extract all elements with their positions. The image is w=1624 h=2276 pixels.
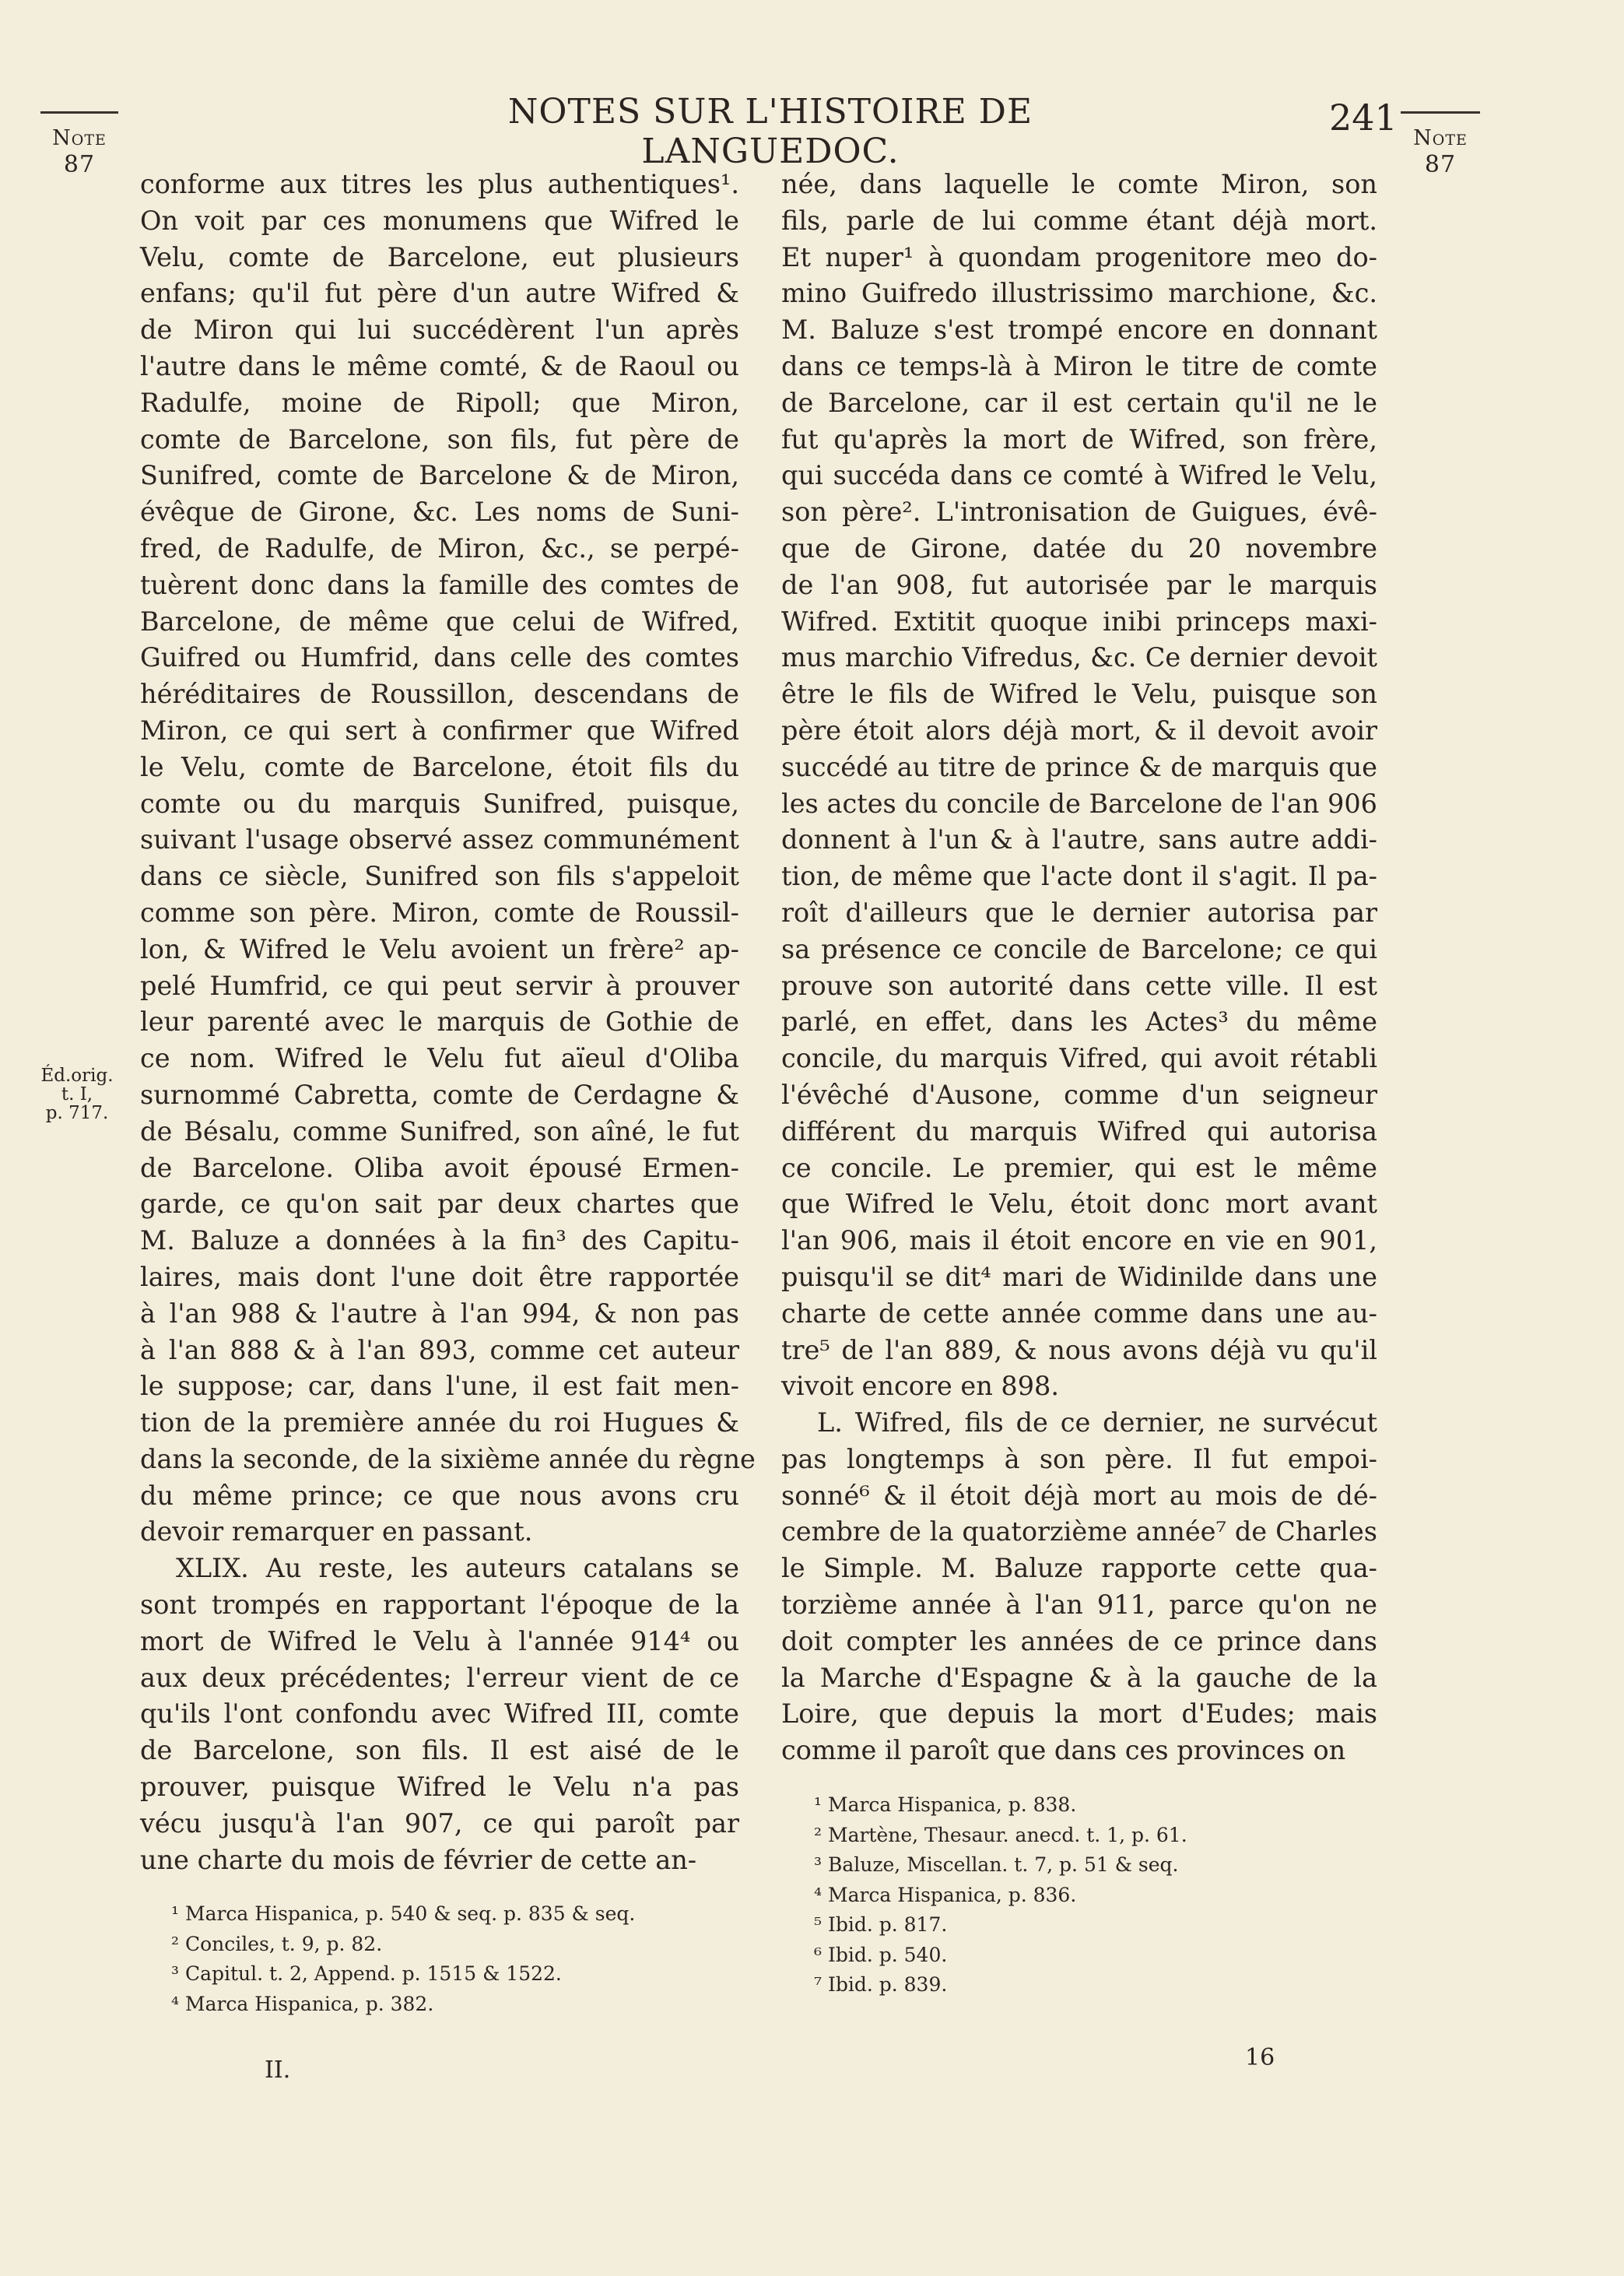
footnote: ⁷ Ibid. p. 839. — [814, 1973, 948, 1996]
text-line: de Barcelone, car il est certain qu'il ne le — [781, 387, 1377, 418]
text-line: concile, du marquis Vifred, qui avoit rétabli — [781, 1043, 1377, 1074]
footnote: ⁴ Marca Hispanica, p. 382. — [171, 1992, 434, 2015]
text-line: laires, mais dont l'une doit être rapportée — [140, 1261, 739, 1292]
margin-note-original-edition — [26, 1066, 128, 1122]
text-line: de Miron qui lui succédèrent l'un après — [140, 314, 739, 346]
text-line: dans la seconde, de la sixième année du règne — [140, 1443, 756, 1474]
text-line: de Barcelone, son fils. Il est aisé de le — [140, 1735, 739, 1766]
text-line: devoir remarquer en passant. — [140, 1516, 533, 1547]
text-line: roît d'ailleurs que le dernier autorisa par — [781, 897, 1377, 928]
footnote: ⁵ Ibid. p. 817. — [814, 1913, 948, 1936]
text-line: Velu, comte de Barcelone, eut plusieurs — [140, 241, 739, 272]
text-line: le Velu, comte de Barcelone, étoit fils du — [140, 751, 739, 782]
text-line: succédé au titre de prince & de marquis que — [781, 751, 1377, 782]
text-line: comme il paroît que dans ces provinces on — [781, 1735, 1346, 1766]
text-line: Barcelone, de même que celui de Wifred, — [140, 606, 739, 637]
note-label-left-word: Note — [52, 126, 107, 150]
text-line: mino Guifredo illustrissimo marchione, &c. — [781, 278, 1377, 309]
text-line: Radulfe, moine de Ripoll; que Miron, — [140, 387, 739, 418]
footnote: ¹ Marca Hispanica, p. 540 & seq. p. 835 & seq. — [171, 1902, 636, 1925]
text-line: L. Wifred, fils de ce dernier, ne survécut — [817, 1407, 1377, 1438]
footnote: ⁴ Marca Hispanica, p. 836. — [814, 1883, 1077, 1906]
text-line: Et nuper¹ à quondam progenitore meo do- — [781, 241, 1377, 272]
note-label-left-number: 87 — [63, 151, 96, 179]
text-line: tion de la première année du roi Hugues & — [140, 1407, 739, 1438]
text-line: M. Baluze s'est trompé encore en donnant — [781, 314, 1377, 346]
text-line: son père². L'intronisation de Guigues, évê- — [781, 497, 1377, 528]
text-line: aux deux précédentes; l'erreur vient de ce — [140, 1662, 739, 1693]
text-line: lon, & Wifred le Velu avoient un frère² ap- — [140, 933, 739, 964]
text-line: que de Girone, datée du 20 novembre — [781, 532, 1377, 564]
left-footnotes — [171, 1899, 739, 2019]
sheet-signature: 16 — [1245, 2044, 1275, 2071]
text-line: enfans; qu'il fut père d'un autre Wifred & — [140, 278, 739, 309]
text-line: doit compter les années de ce prince dans — [781, 1625, 1377, 1656]
footnote: ¹ Marca Hispanica, p. 838. — [814, 1793, 1077, 1816]
text-line: une charte du mois de février de cette an- — [140, 1844, 697, 1875]
text-line: qu'ils l'ont confondu avec Wifred III, comte — [140, 1698, 739, 1730]
text-line: à l'an 888 & à l'an 893, comme cet auteur — [140, 1334, 739, 1365]
text-line: mort de Wifred le Velu à l'année 914⁴ ou — [140, 1625, 739, 1656]
text-line: héréditaires de Roussillon, descendans de — [140, 679, 739, 710]
text-line: le suppose; car, dans l'une, il est fait men- — [140, 1371, 739, 1402]
text-line: tion, de même que l'acte dont il s'agit. Il pa- — [781, 861, 1377, 892]
text-line: les actes du concile de Barcelone de l'an 906 — [781, 788, 1377, 819]
text-line: l'autre dans le même comté, & de Raoul ou — [140, 350, 739, 381]
text-line: mus marchio Vifredus, &c. Ce dernier devoit — [781, 642, 1377, 673]
text-line: père étoit alors déjà mort, & il devoit avoir — [781, 715, 1377, 746]
footnote: ³ Baluze, Miscellan. t. 7, p. 51 & seq. — [814, 1853, 1179, 1876]
page-number: 241 — [1329, 97, 1398, 139]
footnote: ⁶ Ibid. p. 540. — [814, 1943, 948, 1966]
text-line: vivoit encore en 898. — [781, 1371, 1060, 1402]
footnote: ³ Capitul. t. 2, Append. p. 1515 & 1522. — [171, 1962, 562, 1985]
text-line: l'évêché d'Ausone, comme d'un seigneur — [781, 1079, 1377, 1110]
text-line: tre⁵ de l'an 889, & nous avons déjà vu qu'il — [781, 1334, 1377, 1365]
text-line: ce nom. Wifred le Velu fut aïeul d'Oliba — [140, 1043, 739, 1074]
text-line: qui succéda dans ce comté à Wifred le Velu, — [781, 460, 1377, 491]
right-text-column — [781, 167, 1377, 1769]
text-line: sonné⁶ & il étoit déjà mort au mois de dé- — [781, 1480, 1377, 1511]
text-line: sont trompés en rapportant l'époque de la — [140, 1589, 739, 1621]
text-line: fut qu'après la mort de Wifred, son frère, — [781, 423, 1377, 455]
text-line: pelé Humfrid, ce qui peut servir à prouver — [140, 970, 739, 1001]
volume-signature: II. — [265, 2056, 291, 2084]
text-line: comte ou du marquis Sunifred, puisque, — [140, 788, 739, 819]
text-line: garde, ce qu'on sait par deux chartes que — [140, 1189, 739, 1220]
text-line: dans ce temps-là à Miron le titre de comte — [781, 350, 1377, 381]
text-line: être le fils de Wifred le Velu, puisque son — [781, 679, 1377, 710]
text-line: prouver, puisque Wifred le Velu n'a pas — [140, 1772, 739, 1803]
text-line: que Wifred le Velu, étoit donc mort avant — [781, 1189, 1377, 1220]
note-label-right-word: Note — [1413, 126, 1468, 150]
text-line: fred, de Radulfe, de Miron, &c., se perpé- — [140, 532, 739, 564]
margin-note-line: t. I, — [61, 1084, 93, 1105]
text-line: charte de cette année comme dans une au- — [781, 1298, 1377, 1329]
text-line: la Marche d'Espagne & à la gauche de la — [781, 1662, 1377, 1693]
note-label-left — [40, 126, 118, 179]
text-line: de l'an 908, fut autorisée par le marquis — [781, 569, 1377, 600]
text-line: de Bésalu, comme Sunifred, son aîné, le fut — [140, 1115, 739, 1147]
text-line: puisqu'il se dit⁴ mari de Widinilde dans une — [781, 1261, 1377, 1292]
text-line: comme son père. Miron, comte de Roussil- — [140, 897, 739, 928]
text-line: Miron, ce qui sert à confirmer que Wifred — [140, 715, 739, 746]
text-line: Guifred ou Humfrid, dans celle des comtes — [140, 642, 739, 673]
margin-note-line: Éd.orig. — [40, 1066, 114, 1086]
text-line: pas longtemps à son père. Il fut empoi- — [781, 1443, 1377, 1474]
note-label-right — [1401, 126, 1480, 179]
text-line: cembre de la quatorzième année⁷ de Charles — [781, 1516, 1377, 1547]
text-line: torzième année à l'an 911, parce qu'on ne — [781, 1589, 1377, 1621]
text-line: vécu jusqu'à l'an 907, ce qui paroît par — [140, 1807, 739, 1839]
text-line: ce concile. Le premier, qui est le même — [781, 1152, 1377, 1183]
text-line: le Simple. M. Baluze rapporte cette qua- — [781, 1553, 1377, 1584]
text-line: de Barcelone. Oliba avoit épousé Ermen- — [140, 1152, 739, 1183]
text-line: donnent à l'un & à l'autre, sans autre addi- — [781, 824, 1377, 855]
text-line: l'an 906, mais il étoit encore en vie en 901, — [781, 1225, 1377, 1256]
text-line: parlé, en effet, dans les Actes³ du même — [781, 1006, 1377, 1038]
left-text-column — [140, 167, 756, 1878]
text-line: On voit par ces monumens que Wifred le — [140, 205, 739, 236]
header-rule-left — [40, 111, 118, 114]
footnote: ² Conciles, t. 9, p. 82. — [171, 1932, 383, 1955]
text-line: surnommé Cabretta, comte de Cerdagne & — [140, 1079, 739, 1110]
text-line: tuèrent donc dans la famille des comtes de — [140, 569, 739, 600]
text-line: née, dans laquelle le comte Miron, son — [781, 169, 1377, 199]
text-line: prouve son autorité dans cette ville. Il est — [781, 970, 1377, 1001]
text-line: comte de Barcelone, son fils, fut père de — [140, 423, 739, 455]
right-footnotes — [814, 1790, 1374, 2000]
running-title: NOTES SUR L'HISTOIRE DE LANGUEDOC. — [507, 92, 1033, 171]
text-line: fils, parle de lui comme étant déjà mort. — [781, 205, 1377, 236]
text-line: du même prince; ce que nous avons cru — [140, 1480, 739, 1511]
text-line: suivant l'usage observé assez communément — [140, 824, 739, 855]
header-rule-right — [1401, 111, 1480, 114]
footnote: ² Martène, Thesaur. anecd. t. 1, p. 61. — [814, 1823, 1187, 1846]
text-line: M. Baluze a données à la fin³ des Capitu- — [140, 1225, 739, 1256]
text-line: conforme aux titres les plus authentiques¹. — [140, 169, 739, 199]
text-line: différent du marquis Wifred qui autorisa — [781, 1115, 1377, 1147]
text-line: Sunifred, comte de Barcelone & de Miron, — [140, 460, 739, 491]
text-line: XLIX. Au reste, les auteurs catalans se — [176, 1553, 739, 1584]
text-line: sa présence ce concile de Barcelone; ce qui — [781, 933, 1377, 964]
text-line: Loire, que depuis la mort d'Eudes; mais — [781, 1698, 1377, 1730]
margin-note-line: p. 717. — [45, 1103, 109, 1123]
text-line: évêque de Girone, &c. Les noms de Suni- — [140, 497, 739, 528]
text-line: leur parenté avec le marquis de Gothie de — [140, 1006, 739, 1038]
text-line: à l'an 988 & l'autre à l'an 994, & non pas — [140, 1298, 739, 1329]
text-line: Wifred. Extitit quoque inibi princeps maxi- — [781, 606, 1377, 637]
text-line: dans ce siècle, Sunifred son fils s'appeloit — [140, 861, 739, 892]
note-label-right-number: 87 — [1424, 151, 1457, 179]
